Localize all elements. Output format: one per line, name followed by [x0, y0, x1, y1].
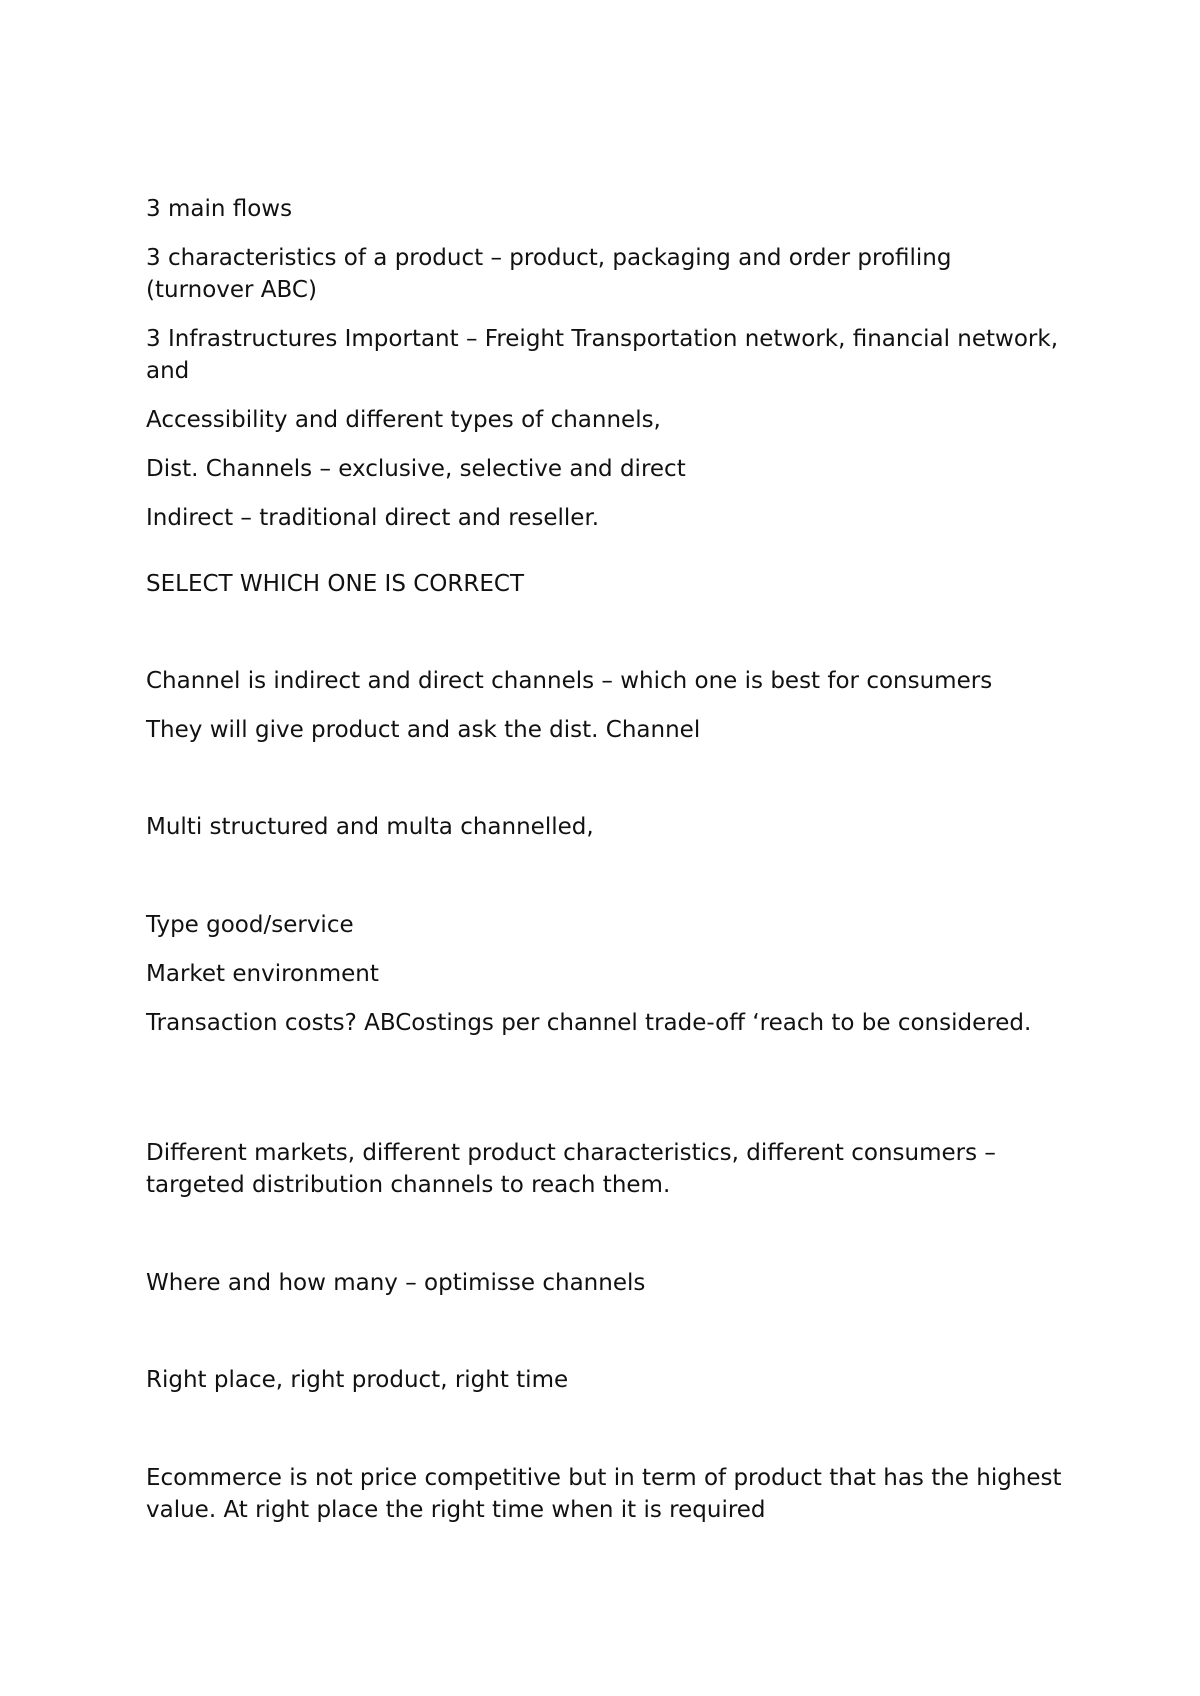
paragraph-market-environment: Market environment [146, 961, 379, 987]
paragraph-ecommerce: Ecommerce is not price competitive but in term of product that has the highest value. At right place the right time when it is required [146, 1465, 1062, 1523]
paragraph-right-place: Right place, right product, right time [146, 1367, 569, 1393]
paragraph-type-good-service: Type good/service [146, 912, 354, 938]
paragraph-select-correct: SELECT WHICH ONE IS CORRECT [146, 571, 524, 597]
paragraph-accessibility: Accessibility and different types of channels, [146, 407, 661, 433]
paragraph-give-product: They will give product and ask the dist. Channel [146, 717, 701, 743]
paragraph-transaction-costs: Transaction costs? ABCostings per channel trade-off ‘reach to be considered. [146, 1010, 1032, 1036]
paragraph-different-markets: Different markets, different product characteristics, different consumers – targeted distribution channels to reach them. [146, 1140, 996, 1198]
paragraph-product-characteristics: 3 characteristics of a product – product, packaging and order profiling (turnover ABC) [146, 245, 952, 303]
paragraph-indirect: Indirect – traditional direct and reseller. [146, 505, 600, 531]
paragraph-dist-channels: Dist. Channels – exclusive, selective and direct [146, 456, 686, 482]
paragraph-where-how-many: Where and how many – optimisse channels [146, 1270, 646, 1296]
paragraph-channel-direct-indirect: Channel is indirect and direct channels – which one is best for consumers [146, 668, 993, 694]
paragraph-main-flows: 3 main flows [146, 196, 293, 222]
paragraph-infrastructures: 3 Infrastructures Important – Freight Transportation network, financial network, and [146, 326, 1059, 384]
paragraph-multi-structured: Multi structured and multa channelled, [146, 814, 594, 840]
